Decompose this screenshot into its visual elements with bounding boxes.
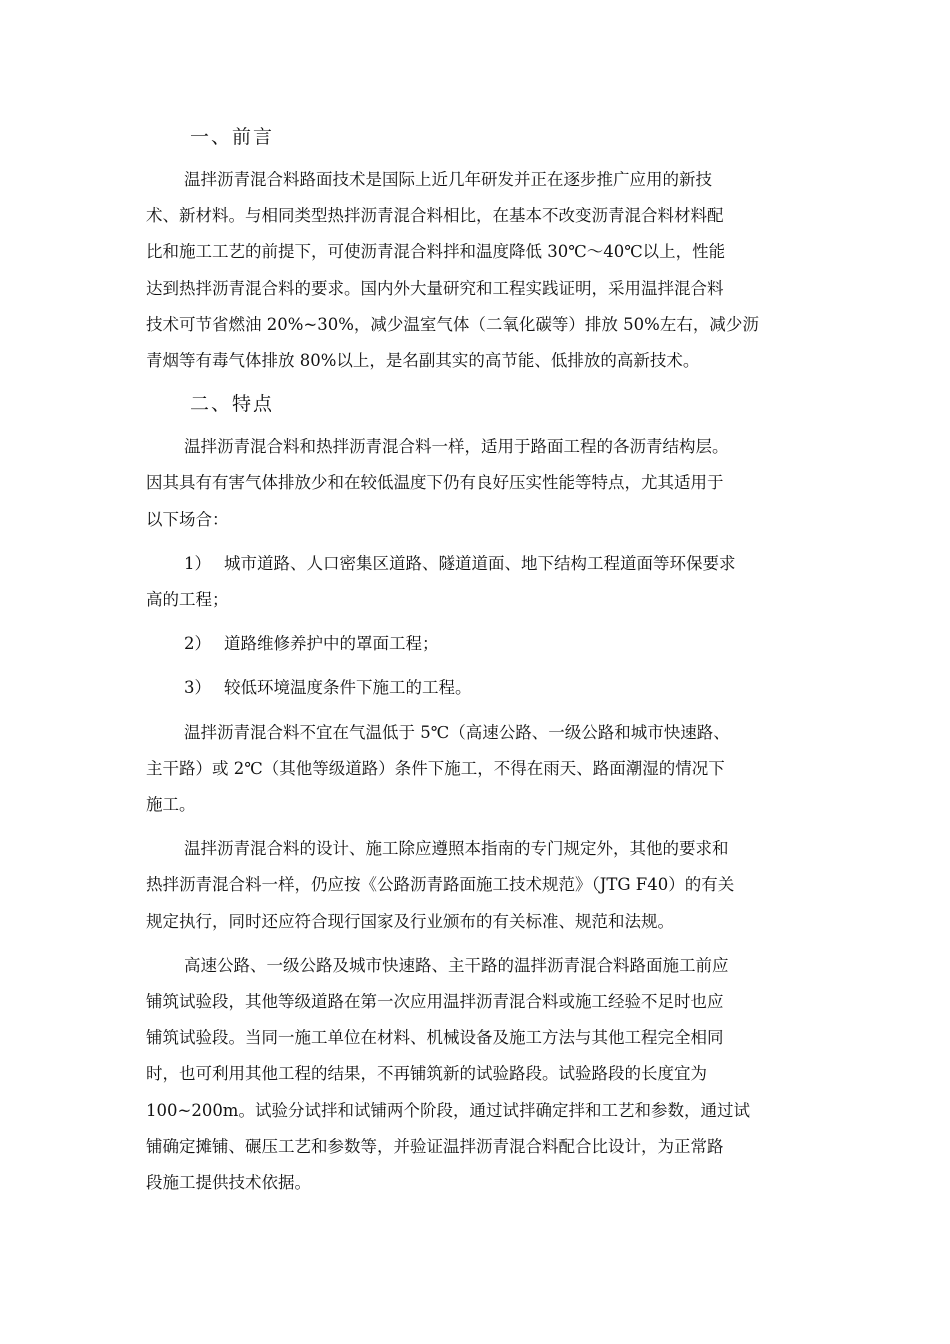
paragraph-line: 施工。 — [146, 795, 196, 815]
section-heading-preface: 一、前言 — [190, 126, 275, 148]
paragraph-line: 术、新材料。与相同类型热拌沥青混合料相比，在基本不改变沥青混合料材料配 — [146, 206, 724, 226]
paragraph-line: 高速公路、一级公路及城市快速路、主干路的温拌沥青混合料路面施工前应 — [184, 955, 729, 975]
paragraph-line: 温拌沥青混合料不宜在气温低于 5℃（高速公路、一级公路和城市快速路、 — [184, 722, 730, 742]
paragraph-line: 技术可节省燃油 20%~30%，减少温室气体（二氧化碳等）排放 50%左右，减少沥 — [146, 314, 759, 334]
paragraph-line: 热拌沥青混合料一样，仍应按《公路沥青路面施工技术规范》（JTG F40）的有关 — [146, 875, 735, 895]
paragraph-line: 主干路）或 2℃（其他等级道路）条件下施工，不得在雨天、路面潮湿的情况下 — [146, 758, 725, 778]
document-body — [146, 118, 808, 1201]
design-construction-paragraph — [146, 831, 808, 940]
paragraph-line: 时，也可利用其他工程的结果，不再铺筑新的试验路段。试验路段的长度宜为 — [146, 1064, 707, 1084]
paragraph-line: 以下场合： — [146, 509, 229, 529]
paragraph-line: 青烟等有毒气体排放 80%以上，是名副其实的高节能、低排放的高新技术。 — [146, 351, 700, 371]
list-item — [146, 670, 808, 706]
paragraph-line: 达到热拌沥青混合料的要求。国内外大量研究和工程实践证明，采用温拌混合料 — [146, 278, 724, 298]
preface-paragraph — [146, 162, 808, 379]
paragraph-line: 铺筑试验段。当同一施工单位在材料、机械设备及施工方法与其他工程完全相同 — [146, 1028, 724, 1048]
section-heading-features: 二、特点 — [190, 393, 275, 416]
list-item-number: 2） — [184, 634, 211, 654]
list-item-text: 道路维修养护中的罩面工程； — [224, 634, 439, 654]
list-item-number: 1） — [184, 553, 211, 573]
list-item — [146, 546, 808, 618]
paragraph-line: 100~200m。试验分试拌和试铺两个阶段，通过试拌确定拌和工艺和参数，通过试 — [146, 1100, 750, 1120]
paragraph-line: 段施工提供技术依据。 — [146, 1173, 311, 1193]
test-section-paragraph — [146, 948, 808, 1201]
paragraph-line: 温拌沥青混合料路面技术是国际上近几年研发并正在逐步推广应用的新技 — [184, 170, 712, 189]
paragraph-line: 因其具有有害气体排放少和在较低温度下仍有良好压实性能等特点，尤其适用于 — [146, 473, 724, 493]
paragraph-line: 温拌沥青混合料和热拌沥青混合料一样，适用于路面工程的各沥青结构层。 — [184, 437, 729, 457]
paragraph-line: 规定执行，同时还应符合现行国家及行业颁布的有关标准、规范和法规。 — [146, 911, 674, 931]
paragraph-line: 温拌沥青混合料的设计、施工除应遵照本指南的专门规定外，其他的要求和 — [184, 839, 729, 859]
paragraph-line: 铺确定摊铺、碾压工艺和参数等，并验证温拌沥青混合料配合比设计，为正常路 — [146, 1136, 724, 1156]
list-item — [146, 626, 808, 662]
list-item-text: 较低环境温度条件下施工的工程。 — [224, 678, 472, 698]
list-item-number: 3） — [184, 678, 211, 698]
weather-conditions-paragraph — [146, 715, 808, 824]
paragraph-line: 铺筑试验段，其他等级道路在第一次应用温拌沥青混合料或施工经验不足时也应 — [146, 992, 724, 1012]
list-item-text: 高的工程； — [146, 590, 229, 610]
features-intro-paragraph — [146, 429, 808, 538]
paragraph-line: 比和施工工艺的前提下，可使沥青混合料拌和温度降低 30℃～40℃以上，性能 — [146, 242, 726, 262]
list-item-text: 城市道路、人口密集区道路、隧道道面、地下结构工程道面等环保要求 — [224, 553, 736, 573]
